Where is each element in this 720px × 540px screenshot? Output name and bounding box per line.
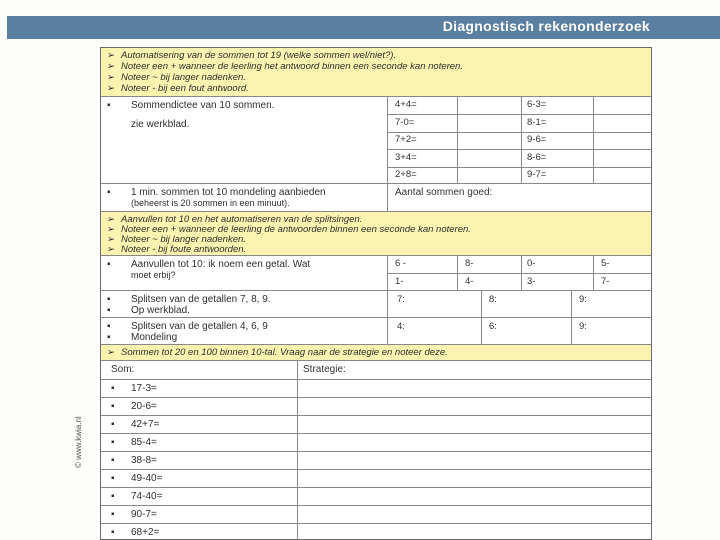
strategie-sum: ▪ 85-4= <box>111 437 157 448</box>
divider <box>387 132 652 133</box>
arrow-icon: ➢ <box>107 224 115 235</box>
sum-cell: 8-6= <box>527 152 547 163</box>
aanvullen-label: ▪ Aanvullen tot 10: ik noem een getal. Wat <box>107 259 311 270</box>
strategie-sum: ▪ 74-40= <box>111 491 163 502</box>
divider <box>481 318 482 345</box>
strategie-row <box>101 380 652 398</box>
arrow-icon: ➢ <box>107 214 115 225</box>
dictee-sub: zie werkblad. <box>131 119 190 130</box>
aanvullen-cell: 7- <box>601 276 610 287</box>
splitsen-cell: 6: <box>489 321 497 332</box>
sum-cell: 4+4= <box>395 99 417 110</box>
notes-block-aanvullen <box>101 212 652 256</box>
divider <box>387 273 652 274</box>
sum-cell: 2+8= <box>395 169 417 180</box>
splitsen-cell: 9: <box>579 321 587 332</box>
divider <box>457 97 458 184</box>
splitsen-row-1 <box>101 291 652 318</box>
divider <box>571 318 572 345</box>
minute-label-sub: (beheerst is 20 sommen in een minuut). <box>131 198 290 208</box>
splitsen-label-sub: ▪ Op werkblad. <box>107 305 190 316</box>
strategie-row <box>101 434 652 452</box>
copyright-side-text: © www.kwia.nl <box>74 416 83 468</box>
divider <box>521 97 522 184</box>
note-line: ➢ Noteer - bij foute antwoorden. <box>107 244 247 255</box>
arrow-icon: ➢ <box>107 72 115 83</box>
minute-row <box>101 184 652 212</box>
col-som-header: Som: <box>111 364 135 375</box>
strategie-row <box>101 398 652 416</box>
strategie-row <box>101 488 652 506</box>
bullet-icon: ▪ <box>111 383 115 394</box>
worksheet <box>100 47 652 540</box>
bullet-icon: ▪ <box>111 401 115 412</box>
strategie-header-row <box>101 361 652 380</box>
divider <box>571 291 572 318</box>
splitsen-label: ▪ Splitsen van de getallen 7, 8, 9. <box>107 294 271 305</box>
splitsen-cell: 9: <box>579 294 587 305</box>
strategie-row <box>101 416 652 434</box>
aanvullen-cell: 5- <box>601 258 610 269</box>
sum-cell: 6-3= <box>527 99 547 110</box>
aanvullen-row <box>101 256 652 291</box>
strategie-table <box>101 361 652 540</box>
bullet-icon: ▪ <box>107 100 111 111</box>
note-line: ➢ Noteer - bij een fout antwoord. <box>107 83 249 94</box>
strategie-row <box>101 452 652 470</box>
sum-cell: 3+4= <box>395 152 417 163</box>
note-line: ➢ Noteer een + wanneer de leerling het antwoord binnen een seconde kan noteren. <box>107 61 463 72</box>
note-line: ➢ Noteer een + wanneer de leerling de antwoorden binnen een seconde kan noteren. <box>107 224 471 235</box>
bullet-icon: ▪ <box>111 473 115 484</box>
dictee-label: ▪ Sommendictee van 10 sommen. <box>107 100 275 111</box>
arrow-icon: ➢ <box>107 61 115 72</box>
note-line: ➢ Aanvullen tot 10 en het automatiseren van de splitsingen. <box>107 214 363 225</box>
bullet-icon: ▪ <box>107 294 111 305</box>
notes-block-automatisering <box>101 48 652 97</box>
bullet-icon: ▪ <box>111 491 115 502</box>
divider <box>387 149 652 150</box>
note-line: ➢ Sommen tot 20 en 100 binnen 10-tal. Vraag naar de strategie en noteer deze. <box>107 347 448 358</box>
arrow-icon: ➢ <box>107 50 115 61</box>
arrow-icon: ➢ <box>107 234 115 245</box>
bullet-icon: ▪ <box>107 259 111 270</box>
minute-label: ▪ 1 min. sommen tot 10 mondeling aanbieden <box>107 187 326 198</box>
bullet-icon: ▪ <box>111 419 115 430</box>
aanvullen-cell: 8- <box>465 258 474 269</box>
strategie-sum: ▪ 17-3= <box>111 383 157 394</box>
strategie-sum: ▪ 20-6= <box>111 401 157 412</box>
bullet-icon: ▪ <box>107 187 111 198</box>
divider <box>387 114 652 115</box>
aanvullen-cell: 4- <box>465 276 474 287</box>
aanvullen-cell: 0- <box>527 258 536 269</box>
page-title: Diagnostisch rekenonderzoek <box>442 18 650 34</box>
sum-cell: 9-7= <box>527 169 547 180</box>
arrow-icon: ➢ <box>107 244 115 255</box>
divider <box>387 167 652 168</box>
strategie-sum: ▪ 49-40= <box>111 473 163 484</box>
aantal-label: Aantal sommen goed: <box>395 187 493 198</box>
arrow-icon: ➢ <box>107 83 115 94</box>
splitsen-row-2 <box>101 318 652 345</box>
sum-cell: 9-6= <box>527 134 547 145</box>
divider <box>593 97 594 184</box>
col-strategie-header: Strategie: <box>303 364 346 375</box>
strategie-row <box>101 524 652 540</box>
splitsen-label: ▪ Splitsen van de getallen 4, 6, 9 <box>107 321 268 332</box>
aanvullen-cell: 3- <box>527 276 536 287</box>
sum-cell: 7-0= <box>395 117 415 128</box>
bullet-icon: ▪ <box>107 332 111 343</box>
splitsen-cell: 4: <box>397 321 405 332</box>
aanvullen-label-sub: moet erbij? <box>131 270 176 280</box>
strategie-row <box>101 470 652 488</box>
divider <box>481 291 482 318</box>
divider <box>387 184 388 212</box>
header-banner <box>7 16 720 39</box>
note-line: ➢ Noteer ~ bij langer nadenken. <box>107 234 246 245</box>
splitsen-cell: 7: <box>397 294 405 305</box>
bullet-icon: ▪ <box>107 305 111 316</box>
strategie-sum: ▪ 42+7= <box>111 419 160 430</box>
note-line: ➢ Automatisering van de sommen tot 19 (welke sommen wel/niet?). <box>107 50 397 61</box>
sum-cell: 7+2= <box>395 134 417 145</box>
dictee-row <box>101 97 652 184</box>
note-line: ➢ Noteer ~ bij langer nadenken. <box>107 72 246 83</box>
strategie-row <box>101 506 652 524</box>
sum-cell: 8-1= <box>527 117 547 128</box>
divider <box>387 291 388 318</box>
bullet-icon: ▪ <box>111 455 115 466</box>
splitsen-label-sub: ▪ Mondeling <box>107 332 178 343</box>
aanvullen-cell: 6 - <box>395 258 407 269</box>
bullet-icon: ▪ <box>111 527 115 538</box>
bullet-icon: ▪ <box>111 437 115 448</box>
divider <box>387 318 388 345</box>
notes-block-strategie <box>101 345 652 361</box>
arrow-icon: ➢ <box>107 347 115 358</box>
bullet-icon: ▪ <box>111 509 115 520</box>
splitsen-cell: 8: <box>489 294 497 305</box>
bullet-icon: ▪ <box>107 321 111 332</box>
divider <box>387 97 388 184</box>
aanvullen-cell: 1- <box>395 276 404 287</box>
strategie-sum: ▪ 68+2= <box>111 527 160 538</box>
strategie-sum: ▪ 90-7= <box>111 509 157 520</box>
strategie-sum: ▪ 38-8= <box>111 455 157 466</box>
